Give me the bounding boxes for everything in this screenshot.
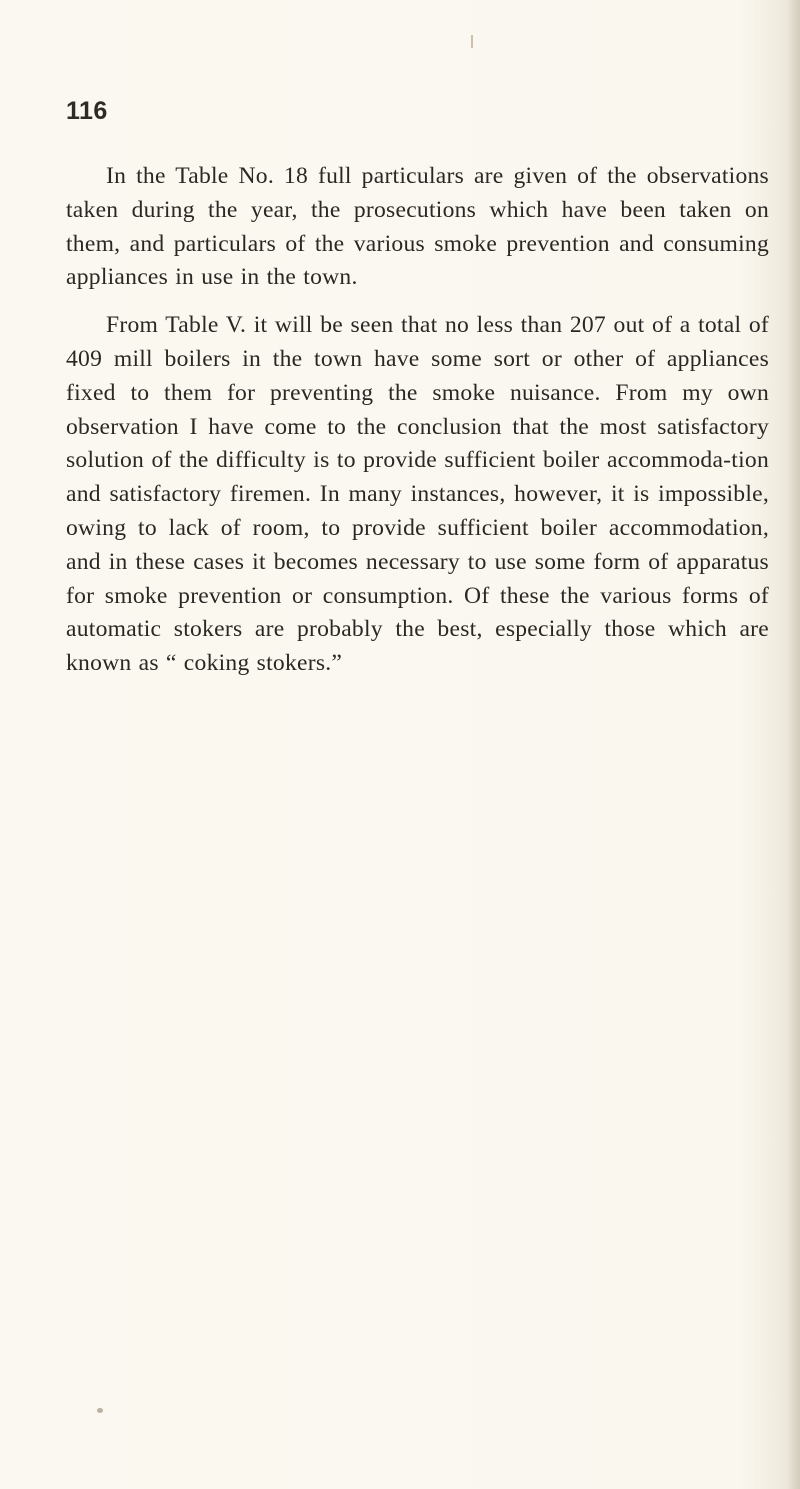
paragraph-1: In the Table No. 18 full particulars are given of the observations taken during the year, the prosecutions which have been taken on them, and particulars of the various smoke prevention and consuming appliances in use in the town. xyxy=(66,163,769,291)
print-mark xyxy=(471,35,473,48)
body-text xyxy=(66,160,769,681)
page-number: 116 xyxy=(66,97,108,125)
print-speck xyxy=(97,1408,103,1413)
page-edge-shadow xyxy=(786,0,800,1489)
paragraph-2: From Table V. it will be seen that no less than 207 out of a total of 409 mill boilers in the town have some sort or other of appliances fixed to them for preventing the smoke nuisance. From my own observation I have come to the conclusion that the most satisfactory solution of the difficulty is to provide sufficient boiler accommoda-tion and satisfactory firemen. In many instances, however, it is impossible, owing to lack of room, to provide sufficient boiler accommodation, and in these cases it becomes necessary to use some form of apparatus for smoke prevention or consumption. Of these the various forms of automatic stokers are probably the best, especially those which are known as “ coking stokers.” xyxy=(66,312,769,677)
